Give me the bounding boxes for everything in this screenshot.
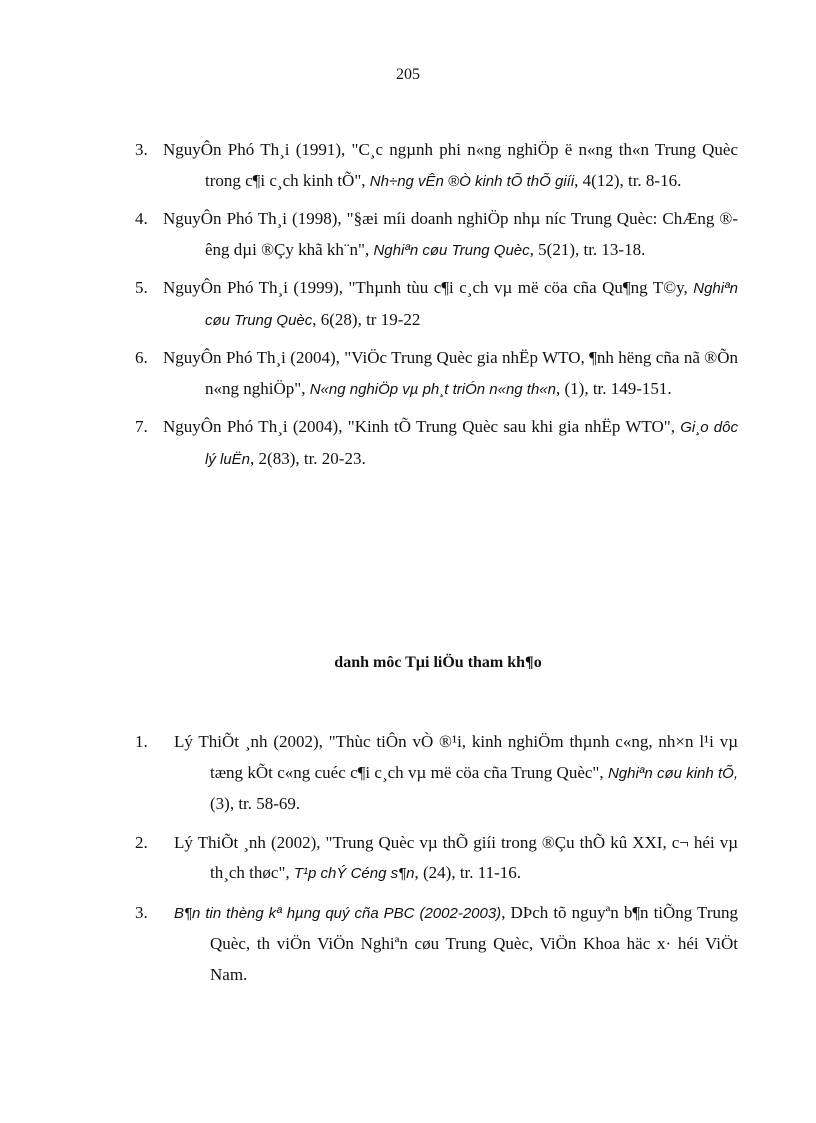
- reference-item: [0, 343, 816, 405]
- reference-number: 3.: [135, 902, 148, 922]
- reference-item: [0, 412, 816, 475]
- reference-text: NguyÔn Phó Th¸i (2004), "Kinh tÕ Trung Quèc sau khi gia nhËp WTO", Gi¸o dôc lý luËn, 2(83), tr. 20-23.: [163, 417, 738, 468]
- reference-source: N«ng nghiÖp vµ ph¸t triÓn n«ng th«n: [309, 380, 556, 398]
- reference-number: 2.: [135, 832, 148, 852]
- reference-source: Nghiªn cøu Trung Quèc: [373, 241, 530, 259]
- reference-text: NguyÔn Phó Th¸i (1998), "§æi míi doanh nghiÖp nhµ níc Trung Quèc: ChÆng ®êng dµi ®Çy khã kh¨n", Nghiªn cøu Trung Quèc, 5(21), tr. 13-18.: [163, 209, 738, 259]
- reference-item: [0, 727, 816, 820]
- reference-item: [0, 273, 816, 336]
- reference-text: NguyÔn Phó Th¸i (2004), "ViÖc Trung Quèc gia nhËp WTO, ¶nh hëng cña nã ®Õn n«ng nghiÖp", N«ng nghiÖp vµ ph¸t triÓn n«ng th«n, (1), tr. 149-151.: [163, 348, 738, 398]
- reference-number: 3.: [135, 140, 148, 159]
- reference-list-bottom: [0, 727, 816, 998]
- reference-item: [0, 828, 816, 890]
- reference-source: Nghiªn cøu kinh tÕ,: [607, 764, 738, 782]
- reference-item: [0, 135, 816, 197]
- reference-text: NguyÔn Phó Th¸i (1991), "C¸c ngµnh phi n«ng nghiÖp ë n«ng th«n Trung Quèc trong c¶i c¸ch kinh tÕ", Nh÷ng vÊn ®Ò kinh tÕ thÕ giíi, 4(12), tr. 8-16.: [163, 140, 738, 190]
- reference-text: Lý ThiÕt ¸nh (2002), "Thùc tiÔn vÒ ®¹i, kinh nghiÖm thµnh c«ng, nh×n l¹i vµ tæng kÕt c«ng cuéc c¶i c¸ch vµ më cöa cña Trung Quèc", Nghiªn cøu kinh tÕ, (3), tr. 58-69.: [174, 732, 738, 813]
- reference-source: Gi¸o dôc lý luËn: [205, 419, 738, 468]
- reference-item: [0, 898, 816, 991]
- reference-item: [0, 204, 816, 266]
- reference-number: 7.: [135, 417, 148, 436]
- reference-text: NguyÔn Phó Th¸i (1999), "Thµnh tùu c¶i c¸ch vµ më cöa cña Qu¶ng T©y, Nghiªn cøu Trung Quèc, 6(28), tr 19-22: [163, 278, 738, 329]
- reference-source: Nh÷ng vÊn ®Ò kinh tÕ thÕ giíi: [369, 172, 575, 190]
- reference-number: 5.: [135, 278, 148, 297]
- reference-text: B¶n tin thèng kª hµng quý cña PBC (2002-2003), DÞch tõ nguyªn b¶n tiÕng Trung Quèc, th viÖn ViÖn Nghiªn cøu Trung Quèc, ViÖn Khoa häc x· héi ViÖt Nam.: [174, 902, 738, 984]
- reference-list-top: [0, 135, 816, 482]
- reference-number: 1.: [135, 732, 148, 751]
- reference-source: Nghiªn cøu Trung Quèc: [205, 280, 738, 329]
- reference-number: 4.: [135, 209, 148, 228]
- reference-source: T¹p chÝ Céng s¶n: [293, 865, 415, 882]
- reference-text: Lý ThiÕt ¸nh (2002), "Trung Quèc vµ thÕ giíi trong ®Çu thÕ kû XXI, c¬ héi vµ th¸ch thøc", T¹p chÝ Céng s¶n, (24), tr. 11-16.: [174, 832, 738, 882]
- section-heading: danh môc Tµi liÖu tham kh¶o: [334, 654, 542, 671]
- reference-number: 6.: [135, 348, 148, 367]
- page-number: 205: [396, 66, 420, 83]
- reference-source: B¶n tin thèng kª hµng quý cña PBC (2002-2003): [174, 904, 502, 922]
